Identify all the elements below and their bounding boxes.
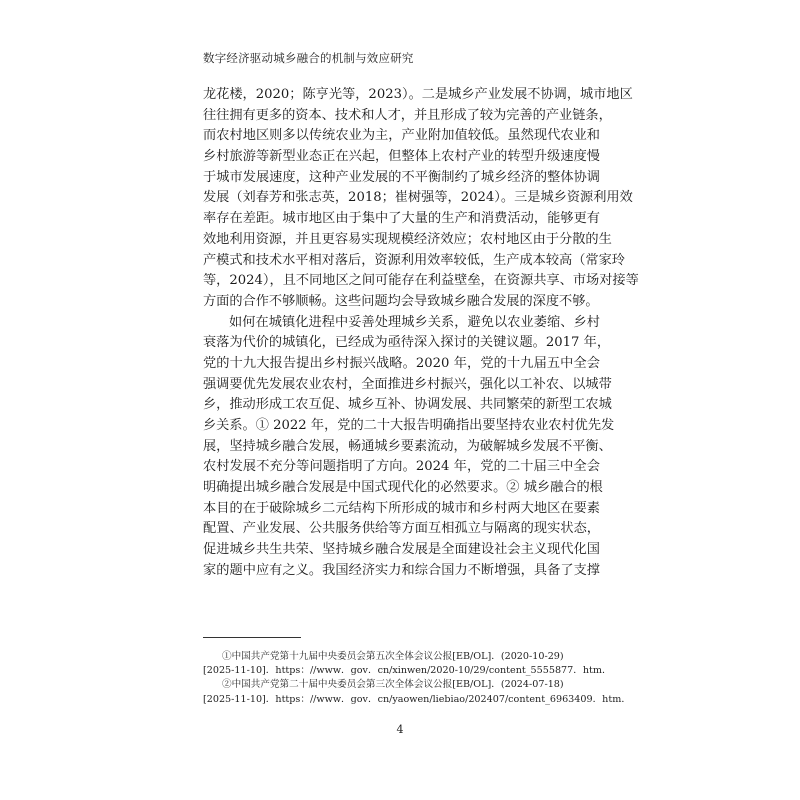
footnote-rule [203,637,301,638]
body-line: 展，坚持城乡融合发展，畅通城乡要素流动，为破解城乡发展不平衡、 [203,438,612,454]
footnote-line: ②中国共产党第二十届中央委员会第三次全体会议公报[EB/OL]．(2024-07-18) [222,679,564,691]
body-line: 效地利用资源，并且更容易实现规模经济效应；农村地区由于分散的生 [203,231,612,247]
body-line: 明确提出城乡融合发展是中国式现代化的必然要求。② 城乡融合的根 [203,480,603,496]
page-number: 4 [396,723,404,736]
body-line: 如何在城镇化进程中妥善处理城乡关系，避免以农业萎缩、乡村 [229,314,600,330]
body-line: 而农村地区则多以传统农业为主，产业附加值较低。虽然现代农业和 [203,128,600,144]
body-line: 乡村旅游等新型业态正在兴起，但整体上农村产业的转型升级速度慢 [203,149,600,165]
body-line: 衰落为代价的城镇化，已经成为亟待深入探讨的关键议题。2017 年， [203,335,611,351]
body-line: 促进城乡共生共荣、坚持城乡融合发展是全面建设社会主义现代化国 [203,542,600,558]
body-line: 往往拥有更多的资本、技术和人才，并且形成了较为完善的产业链条， [203,107,612,123]
footnote-line: [2025-11-10]．https：//www．gov．cn/xinwen/2020-10/29/content_5555877．htm． [203,665,612,677]
body-line: 本目的在于破除城乡二元结构下所形成的城市和乡村两大地区在要素 [203,500,600,516]
body-text [203,85,639,582]
body-line: 率存在差距。城市地区由于集中了大量的生产和消费活动，能够更有 [203,211,600,227]
body-line: 方面的合作不够顺畅。这些问题均会导致城乡融合发展的深度不够。 [203,293,599,309]
body-line: 强调要优先发展农业农村，全面推进乡村振兴，强化以工补农、以城带 [203,376,612,392]
body-line: 农村发展不充分等问题指明了方向。2024 年，党的二十届三中全会 [203,459,600,475]
body-line: 于城市发展速度，这种产业发展的不平衡制约了城乡经济的整体协调 [203,169,600,185]
footnote-line: ①中国共产党第十九届中央委员会第五次全体会议公报[EB/OL]．(2020-10-29) [222,651,564,662]
body-line: 配置、产业发展、公共服务供给等方面互相孤立与隔离的现实状态， [203,521,600,537]
body-line: 产模式和技术水平相对落后，资源利用效率较低，生产成本较高（常家玲 [203,252,625,268]
body-line: 等，2024），且不同地区之间可能存在利益壁垒，在资源共享、市场对接等 [203,273,639,289]
footnotes [203,650,631,707]
body-line: 家的题中应有之义。我国经济实力和综合国力不断增强，具备了支撑 [203,562,600,578]
body-line: 党的十九大报告提出乡村振兴战略。2020 年，党的十九届五中全会 [203,355,600,371]
body-line: 发展（刘春芳和张志英，2018；崔树强等，2024）。三是城乡资源利用效 [203,190,633,206]
running-head: 数字经济驱动城乡融合的机制与效应研究 [203,51,414,65]
body-line: 乡，推动形成工农互促、城乡互补、协调发展、共同繁荣的新型工农城 [203,397,612,413]
body-line: 乡关系。① 2022 年，党的二十大报告明确指出要坚持农业农村优先发 [203,418,615,433]
body-line: 龙花楼，2020；陈亨光等，2023）。二是城乡产业发展不协调，城市地区 [203,87,633,102]
footnote-line: [2025-11-10]．https：//www．gov．cn/yaowen/liebiao/202407/content_6963409．htm． [203,693,631,705]
